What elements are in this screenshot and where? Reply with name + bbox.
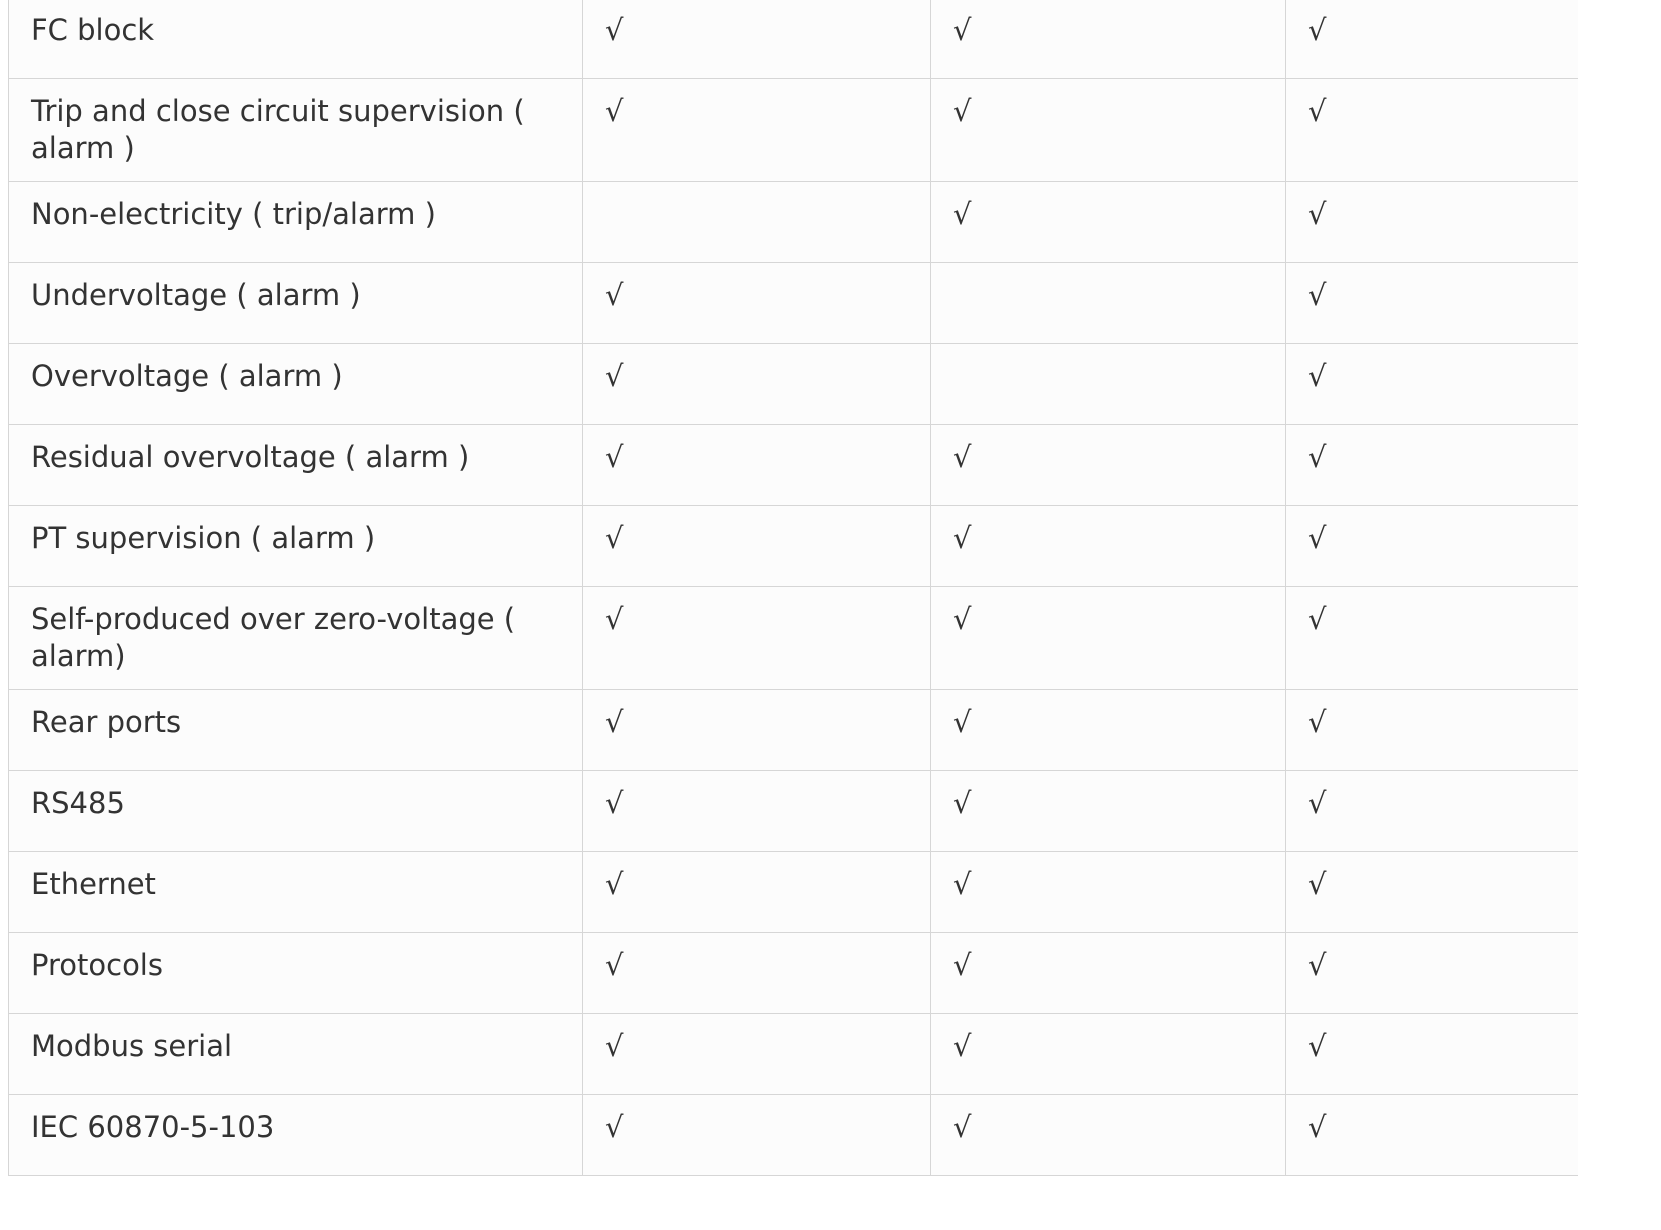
table-row [9, 425, 1579, 506]
check-mark: √ [583, 1095, 931, 1176]
check-mark: √ [931, 587, 1286, 690]
check-mark [931, 263, 1286, 344]
check-mark: √ [1286, 690, 1579, 771]
check-mark: √ [583, 771, 931, 852]
check-mark: √ [1286, 506, 1579, 587]
check-mark: √ [583, 344, 931, 425]
feature-comparison-table [8, 0, 1578, 1176]
feature-label: Overvoltage ( alarm ) [9, 344, 583, 425]
check-mark: √ [583, 587, 931, 690]
check-mark: √ [1286, 1095, 1579, 1176]
check-mark: √ [583, 933, 931, 1014]
table-row [9, 1095, 1579, 1176]
feature-label: Modbus serial [9, 1014, 583, 1095]
check-mark: √ [931, 182, 1286, 263]
feature-label: Non-electricity ( trip/alarm ) [9, 182, 583, 263]
feature-label: Residual overvoltage ( alarm ) [9, 425, 583, 506]
check-mark [583, 182, 931, 263]
check-mark: √ [583, 1014, 931, 1095]
check-mark: √ [931, 0, 1286, 79]
check-mark: √ [583, 506, 931, 587]
feature-label: FC block [9, 0, 583, 79]
check-mark: √ [1286, 0, 1579, 79]
feature-label: RS485 [9, 771, 583, 852]
table-row [9, 79, 1579, 182]
feature-label: Protocols [9, 933, 583, 1014]
check-mark: √ [931, 425, 1286, 506]
check-mark: √ [583, 79, 931, 182]
table-row [9, 344, 1579, 425]
check-mark: √ [583, 852, 931, 933]
table-row [9, 933, 1579, 1014]
check-mark [931, 344, 1286, 425]
check-mark: √ [1286, 587, 1579, 690]
check-mark: √ [931, 771, 1286, 852]
check-mark: √ [931, 79, 1286, 182]
feature-label: Rear ports [9, 690, 583, 771]
check-mark: √ [1286, 933, 1579, 1014]
check-mark: √ [583, 0, 931, 79]
check-mark: √ [1286, 1014, 1579, 1095]
check-mark: √ [931, 933, 1286, 1014]
check-mark: √ [931, 1014, 1286, 1095]
check-mark: √ [1286, 344, 1579, 425]
feature-label: Trip and close circuit supervision ( alarm ) [9, 79, 583, 182]
table-row [9, 263, 1579, 344]
feature-label: Ethernet [9, 852, 583, 933]
table-row [9, 852, 1579, 933]
check-mark: √ [1286, 425, 1579, 506]
table-row [9, 771, 1579, 852]
table-row [9, 0, 1579, 79]
check-mark: √ [1286, 771, 1579, 852]
check-mark: √ [931, 1095, 1286, 1176]
check-mark: √ [1286, 79, 1579, 182]
table-row [9, 690, 1579, 771]
check-mark: √ [1286, 263, 1579, 344]
check-mark: √ [583, 690, 931, 771]
table-row [9, 587, 1579, 690]
feature-label: PT supervision ( alarm ) [9, 506, 583, 587]
check-mark: √ [583, 263, 931, 344]
check-mark: √ [931, 852, 1286, 933]
check-mark: √ [583, 425, 931, 506]
check-mark: √ [1286, 852, 1579, 933]
feature-label: Self-produced over zero-voltage ( alarm) [9, 587, 583, 690]
feature-table-container [8, 0, 1578, 1230]
table-row [9, 1014, 1579, 1095]
feature-label: IEC 60870-5-103 [9, 1095, 583, 1176]
check-mark: √ [1286, 182, 1579, 263]
check-mark: √ [931, 506, 1286, 587]
check-mark: √ [931, 690, 1286, 771]
table-row [9, 182, 1579, 263]
table-row [9, 506, 1579, 587]
feature-label: Undervoltage ( alarm ) [9, 263, 583, 344]
